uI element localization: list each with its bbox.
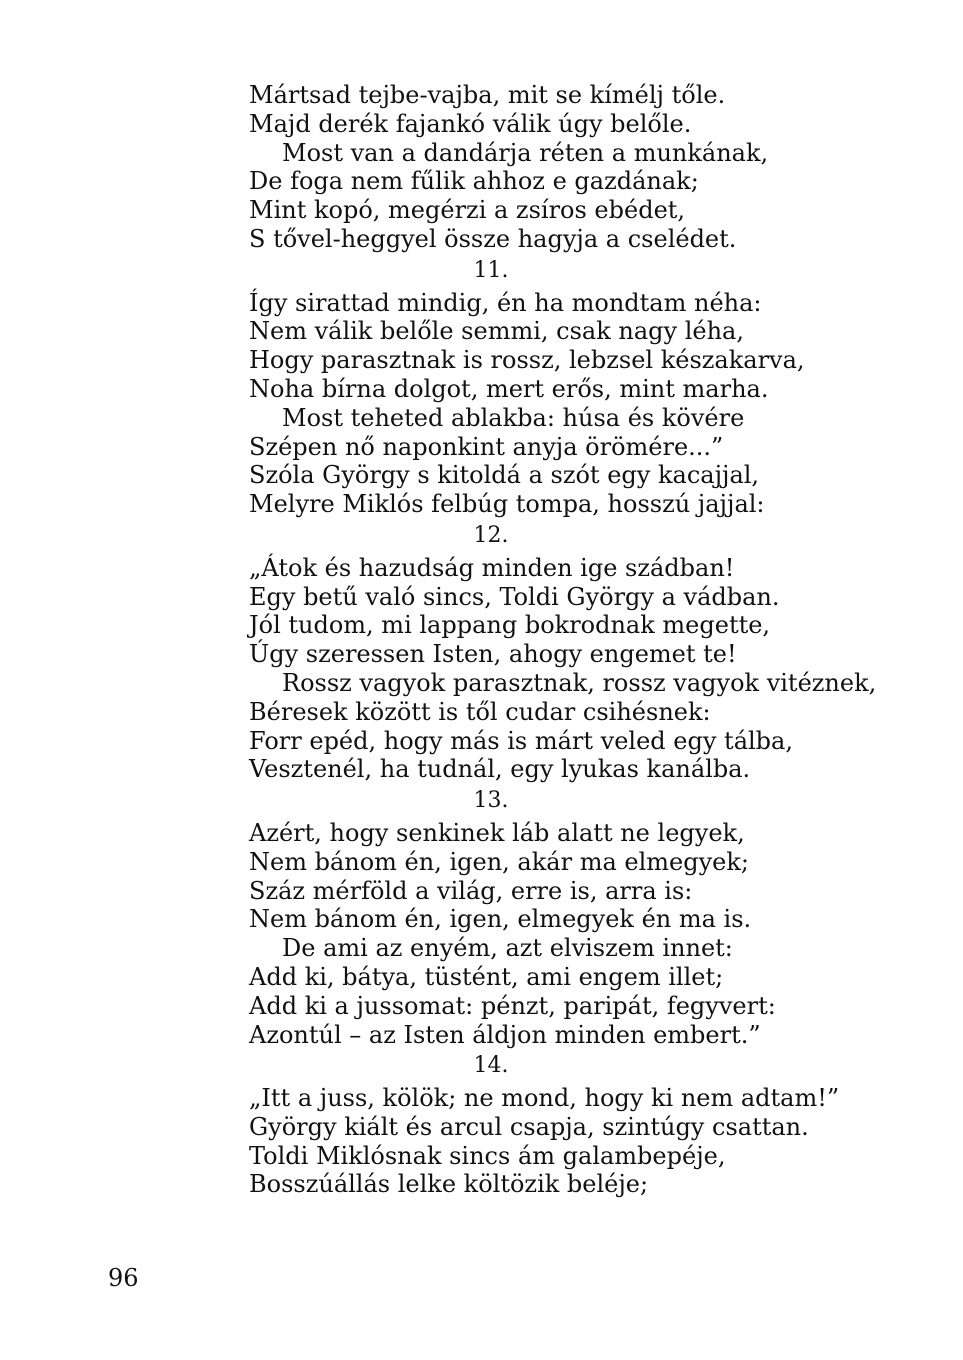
stanza-number: 13. [473, 788, 509, 814]
verse-line: Azért, hogy senkinek láb alatt ne legyek, [249, 818, 745, 847]
verse-line: Vesztenél, ha tudnál, egy lyukas kanálba. [249, 755, 751, 784]
verse-line: Bosszúállás lelke költözik beléje; [249, 1170, 649, 1199]
poem-text [249, 81, 929, 1199]
verse-line: Úgy szeressen Isten, ahogy engemet te! [249, 640, 737, 669]
verse-line: Béresek között is től cudar csihésnek: [249, 697, 711, 726]
verse-line: Mint kopó, megérzi a zsíros ebédet, [249, 196, 686, 225]
verse-line: Száz mérföld a világ, erre is, arra is: [249, 876, 693, 905]
verse-line: Így sirattad mindig, én ha mondtam néha: [249, 288, 762, 317]
verse-line: Add ki a jussomat: pénzt, paripát, fegyvert: [249, 991, 776, 1020]
page-number: 96 [108, 1264, 139, 1292]
verse-line: Most van a dandárja réten a munkának, [282, 138, 769, 167]
verse-line: S tővel-heggyel össze hagyja a cselédet. [249, 224, 737, 253]
verse-line: Szépen nő naponkint anyja örömére...” [249, 432, 724, 461]
verse-line: Mártsad tejbe-vajba, mit se kímélj tőle. [249, 81, 726, 109]
verse-line: „Átok és hazudság minden ige szádban! [249, 553, 735, 582]
stanza-number: 12. [473, 522, 509, 548]
verse-line: György kiált és arcul csapja, szintúgy csattan. [249, 1112, 809, 1141]
verse-line: Forr epéd, hogy más is márt veled egy tálba, [249, 726, 793, 755]
verse-line: Majd derék fajankó válik úgy belőle. [249, 109, 692, 138]
stanza [249, 1052, 929, 1199]
verse-line: Nem válik belőle semmi, csak nagy léha, [249, 317, 744, 346]
verse-line: Egy betű való sincs, Toldi György a vádban. [249, 582, 780, 611]
verse-line: Hogy parasztnak is rossz, lebzsel készakarva, [249, 346, 805, 375]
verse-line: De foga nem fűlik ahhoz e gazdának; [249, 167, 699, 196]
verse-line: Melyre Miklós felbúg tompa, hosszú jajjal: [249, 490, 765, 519]
verse-line: Toldi Miklósnak sincs ám galambepéje, [249, 1141, 726, 1170]
verse-line: De ami az enyém, azt elviszem innet: [282, 934, 733, 963]
verse-line: Jól tudom, mi lappang bokrodnak megette, [249, 611, 771, 640]
verse-line: „Itt a juss, kölök; ne mond, hogy ki nem adtam!” [249, 1084, 840, 1113]
stanza [249, 522, 929, 784]
stanza-number: 14. [473, 1053, 509, 1079]
verse-line: Nem bánom én, igen, elmegyek én ma is. [249, 905, 752, 934]
verse-line: Rossz vagyok parasztnak, rossz vagyok vitéznek, [282, 668, 877, 697]
verse-line: Noha bírna dolgot, mert erős, mint marha. [249, 374, 769, 403]
verse-line: Most teheted ablakba: húsa és kövére [282, 403, 745, 432]
verse-line: Add ki, bátya, tüstént, ami engem illet; [249, 962, 724, 991]
stanza [249, 257, 929, 519]
stanza [249, 787, 929, 1049]
stanza [249, 81, 929, 254]
verse-line: Szóla György s kitoldá a szót egy kacajjal, [249, 461, 760, 490]
stanza-number: 11. [473, 257, 509, 283]
verse-line: Nem bánom én, igen, akár ma elmegyek; [249, 847, 749, 876]
verse-line: Azontúl – az Isten áldjon minden embert.” [249, 1020, 761, 1049]
